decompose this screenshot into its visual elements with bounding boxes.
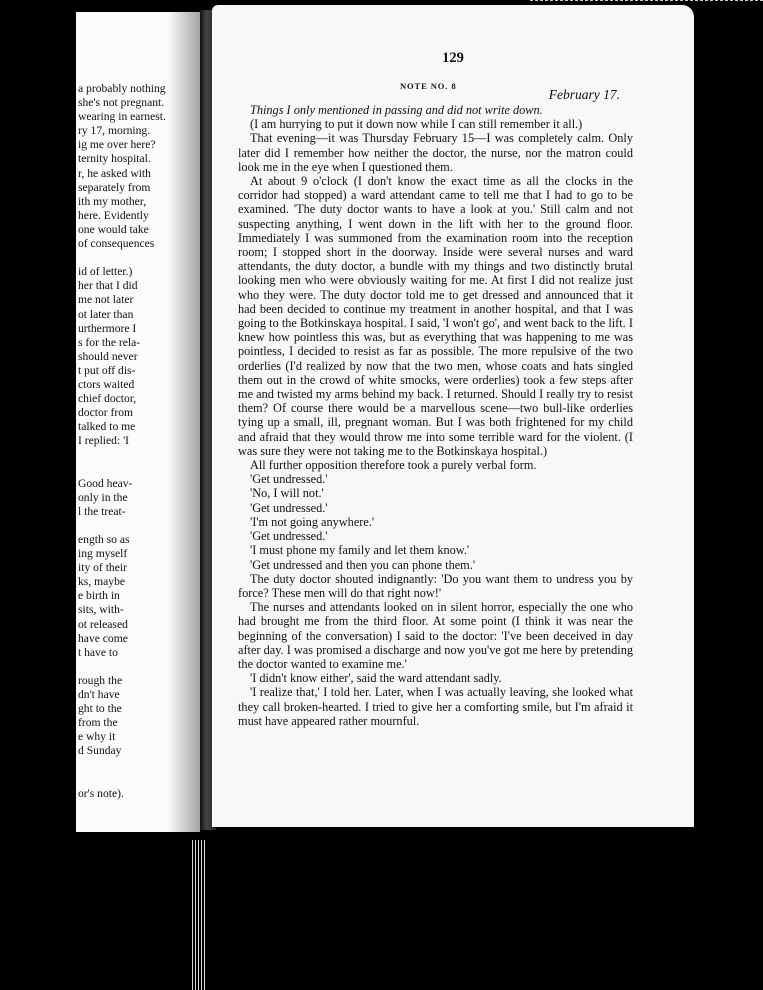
note-date: February 17.: [548, 87, 620, 102]
dialog-line: 'I'm not going anywhere.': [250, 514, 375, 529]
left-page-line: [78, 519, 178, 533]
left-page-line: only in the: [78, 490, 128, 504]
left-page-line: ing myself: [78, 547, 128, 561]
left-page-line: [78, 448, 178, 462]
note-heading: NOTE NO. 8: [400, 81, 457, 91]
left-page-line: t put off dis-: [78, 363, 136, 377]
paragraph: 'I didn't know either', said the ward attendant sadly.: [250, 671, 502, 686]
left-page-fragment: [76, 12, 200, 832]
left-page-line: Good heav-: [78, 476, 133, 490]
left-page-line: dn't have: [78, 688, 120, 702]
paragraph: The nurses and attendants looked on in silent horror, especially the one who had brought me from the third floor. At some point (I think it was near the beginning of the conversation) I said to the doctor: 'I've been deceived in day after day. I was promised a discharge and now you've got me here by pretending the doctor wanted to examine me.': [238, 600, 633, 671]
dialog-line: 'Get undressed.': [250, 472, 328, 487]
left-page-line: e why it: [78, 730, 116, 744]
left-page-line: ctors waited: [78, 377, 135, 391]
left-page-line: her that I did: [78, 279, 138, 293]
left-page-line: [78, 759, 178, 773]
dialog-line: 'No, I will not.': [250, 486, 324, 501]
dialog-line: 'Get undressed.': [250, 529, 328, 544]
left-page-line: wearing in earnest.: [78, 110, 166, 124]
left-page-line: sits, with-: [78, 603, 124, 617]
left-page-line: or's note).: [78, 786, 124, 800]
left-page-line: l the treat-: [78, 504, 126, 518]
left-page-line: ig me over here?: [78, 138, 156, 152]
left-page-line: ry 17, morning.: [78, 124, 151, 138]
paragraph: The duty doctor shouted indignantly: 'Do you want them to undress you by force? These men will do that right now!': [238, 571, 633, 600]
left-page-line: should never: [78, 349, 138, 363]
paragraph: (I am hurrying to put it down now while I can still remember it all.): [250, 117, 583, 132]
paragraph: All further opposition therefore took a purely verbal form.: [250, 458, 537, 473]
left-page-line: of consequences: [78, 237, 155, 251]
left-page-line: chief doctor,: [78, 392, 137, 406]
left-page-line: she's not pregnant.: [78, 96, 165, 110]
left-page-line: from the: [78, 716, 118, 730]
left-page-line: have come: [78, 631, 128, 645]
left-page-line: talked to me: [78, 420, 136, 434]
left-page-line: doctor from: [78, 406, 134, 420]
left-page-line: [78, 463, 178, 477]
left-page-line: ght to the: [78, 702, 122, 716]
left-page-line: [78, 660, 178, 674]
left-page-line: ks, maybe: [78, 575, 126, 589]
book-spine-edge: [192, 840, 206, 990]
left-page-line: ith my mother,: [78, 194, 147, 208]
left-page-line: e birth in: [78, 589, 120, 603]
left-page-line: t have to: [78, 645, 118, 659]
left-page-line: here. Evidently: [78, 208, 149, 222]
left-page-line: ity of their: [78, 561, 127, 575]
body-text: [238, 103, 633, 728]
left-page-line: s for the rela-: [78, 335, 141, 349]
left-page-line: ot released: [78, 617, 128, 631]
paragraph: 'I realize that,' I told her. Later, when I was actually leaving, she looked what they call broken-hearted. I tried to give her a comforting smile, but I'm afraid it must have appeared rather mournful.: [238, 685, 633, 728]
left-page-line: rough the: [78, 673, 123, 687]
paragraph: That evening—it was Thursday February 15—I was completely calm. Only later did I remember how neither the doctor, the nurse, nor the matron could look me in the eye when I questioned them.: [238, 131, 633, 174]
left-page-line: ot later than: [78, 307, 134, 321]
left-page-line: id of letter.): [78, 265, 133, 279]
left-page-line: ength so as: [78, 533, 130, 546]
left-page-line: ternity hospital.: [78, 152, 151, 166]
left-page-line: urthermore I: [78, 321, 137, 335]
dialog-line: 'I must phone my family and let them know.': [250, 543, 470, 558]
dialog-line: 'Get undressed and then you can phone them.': [250, 557, 476, 572]
left-page-line: me not later: [78, 293, 134, 307]
left-page-line: I replied: 'I: [78, 434, 130, 448]
left-page-line: d Sunday: [78, 744, 122, 758]
page-number: 129: [442, 50, 464, 66]
right-page: [212, 5, 694, 827]
paragraph: At about 9 o'clock (I don't know the exact time as all the clocks in the corridor had stopped) a ward attendant came to tell me that I had to go to be examined. 'The duty doctor wants to have a look at you.' Still calm and not suspecting anything, I went down in the lift with her to the ground floor. Immediately I was summoned from the examination room into the reception room; I stopped short in the doorway. Inside were several nurses and ward attendants, the duty doctor, a bundle with my things and two distinctly brutal looking men who were obviously waiting for me. At first I did not realize just who they were. The duty doctor told me to get dressed and announced that it had been decided to continue my treatment in another hospital, and that I was going to the Botkinskaya hospital. I said, 'I won't go', and went back to the lift. I knew how pointless this was, but as everything that was happening to me was pointless, I decided to resist as far as possible. The more repulsive of the two orderlies (I'd realized by now that the two men, whose coats and hats singled them out in the crowd of white smocks, were orderlies) took a few steps after me and twisted my arms behind my back. I returned. Should I really try to resist them? Of course there would be a marvellous scene—two bull-like orderlies tying up a small, ill, pregnant woman. But I was both frightened for my child and afraid that they would throw me into some terrible ward for the violent. (I was sure they were not taking me to the Botkinskaya hospital.): [238, 174, 633, 458]
left-page-line: [78, 251, 178, 265]
left-page-line: one would take: [78, 222, 149, 236]
page-curve-shadow: [168, 12, 200, 832]
left-page-line: r, he asked with: [78, 166, 151, 180]
left-page-line: [78, 773, 178, 787]
dialog-line: 'Get undressed.': [250, 500, 328, 515]
left-page-line: a probably nothing: [78, 82, 166, 95]
left-page-line: separately from: [78, 180, 151, 194]
intro-line: Things I only mentioned in passing and did not write down.: [250, 103, 543, 117]
left-page-text: [78, 82, 178, 801]
